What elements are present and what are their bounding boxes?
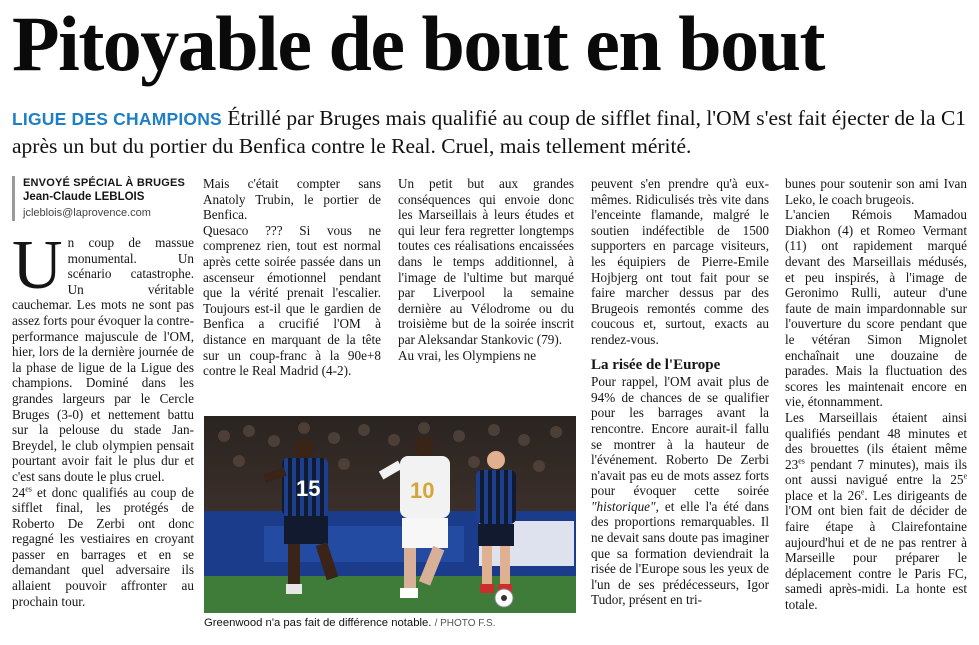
article-paragraph	[12, 485, 194, 610]
article-paragraph: peuvent s'en prendre qu'à eux-mêmes. Ridiculisés très vite dans l'enceinte flamande, malgré le soutien indéfectible de 1500 supporters en parcage visiteurs, les équipiers de Pierre-Emile Hojbjerg ont tout fait pour se faire marcher dessus par des Brugeois remontés comme des coucous et, surtout, exacts au rendez-vous.	[591, 176, 769, 347]
column-3	[398, 176, 574, 363]
crowd-background	[204, 416, 576, 511]
column-5	[785, 176, 967, 613]
article-text: pendant 7 minutes), mais ils ont aussi navigué entre la 25	[785, 456, 967, 488]
photo-caption	[204, 615, 576, 632]
headline: Pitoyable de bout en bout	[12, 0, 824, 87]
rubric: LIGUE DES CHAMPIONS	[12, 109, 222, 129]
article-paragraph	[591, 374, 769, 608]
ordinal-suffix: e	[963, 471, 967, 481]
match-photo-illustration	[204, 416, 576, 613]
match-photo	[204, 416, 576, 613]
photo-credit: / PHOTO F.S.	[434, 618, 496, 629]
column-1	[12, 176, 194, 609]
column-2	[203, 176, 381, 379]
article-paragraph	[785, 410, 967, 613]
quote-text: "historique"	[591, 498, 656, 514]
caption-text: Greenwood n'a pas fait de différence notable.	[204, 617, 432, 629]
dropcap: U	[12, 227, 63, 304]
article-text: et donc qualifiés au coup de sifflet final, les protégés de Roberto De Zerbi ont donc regagné les vestiaires en croyant passer en barrages et en se demandant quel adversaire ils allaient pouvoir affronter au prochain tour.	[12, 484, 194, 609]
article-paragraph: Un petit but aux grandes conséquences qui envoie donc les Marseillais à leurs études et qui leur fera regretter longtemps toutes ces réalisations encaissées dans le temps additionnel, à l'image de l'ultime but marqué par Liverpool la semaine dernière au Vélodrome ou du troisième but de la soirée inscrit par Aleksandar Stankovic (79).	[398, 176, 574, 347]
pitch	[204, 576, 576, 613]
article-paragraph: Quesaco ??? Si vous ne comprenez rien, tout est normal après cette soirée passée dans un ascenseur émotionnel pendant que la vérité prenait l'escalier. Toujours est-il que le gardien de Benfica a crucifié l'OM à distance en marquant de la tête sur un coup-franc à la 90e+8 contre le Real Madrid (4-2).	[203, 222, 381, 379]
article-paragraph	[12, 227, 194, 485]
shirt-number: 15	[296, 476, 321, 501]
article-text: n coup de massue monumental. Un scénario catastrophe. Un véritable cauchemar. Les mots ne sont pas assez forts pour évoquer la contre-performance majuscule de l'OM, hier, lors de la dernière journée de la phase de ligue de la Ligue des champions. Dominé dans les grandes largeurs par le Cercle Bruges (3-0) et nettement battu sur la pelouse du stade Jan-Breydel, le club olympien pensait pourtant avoir fait le plus dur et c'est sans doute le plus cruel.	[12, 235, 194, 484]
article-paragraph: bunes pour soutenir son ami Ivan Leko, le coach brugeois.	[785, 176, 967, 207]
article-text: . Les dirigeants de l'OM ont bien fait de décider de faire étape à Clairefontaine aujourd'hui et de ne pas rentrer à Marseille pour préparer le déplacement contre le Paris FC, samedi après-midi. La honte est totale.	[785, 487, 967, 613]
column-4	[591, 176, 769, 608]
ordinal-suffix: es	[25, 484, 32, 494]
ordinal-suffix: e	[860, 487, 865, 497]
article-text: , et elle l'a été dans des proportions remarquables. Il ne devait sans doute pas imaginer que sa formation deviendrait la risée de l'Europe sous les yeux de l'un de ses prédécesseurs, Igor Tudor, présent en tri-	[591, 498, 769, 608]
article-text: place et la 26	[785, 487, 861, 503]
article-paragraph: Mais c'était compter sans Anatoly Trubin, le portier de Benfica.	[203, 176, 381, 223]
shirt-number: 10	[410, 478, 435, 503]
chapo	[12, 105, 972, 160]
ordinal-suffix: es	[798, 456, 805, 466]
chapo-text: Étrillé par Bruges mais qualifié au coup de sifflet final, l'OM s'est fait éjecter de la C1 après un but du portier du Benfica contre le Real. Cruel, mais tellement mérité.	[12, 106, 967, 158]
subheading: La risée de l'Europe	[591, 356, 721, 373]
football	[495, 589, 513, 607]
byline-email: jcleblois@laprovence.com	[23, 207, 151, 219]
byline	[12, 176, 194, 221]
article-text: Les Marseillais étaient ainsi qualifiés pendant 48 minutes et des brouettes (ils étaient même 23	[785, 409, 967, 472]
article-paragraph: L'ancien Rémois Mamadou Diakhon (4) et Romeo Vermant (11) ont rapidement marqué devant des Marseillais médusés, et peu inspirés, à l'image de Geronimo Rulli, auteur d'une faute de main impardonnable sur l'ouverture du score pendant que le vétéran Simon Mignolet enchaînait une douzaine de parades. Mais la fluctuation des scores les maintenait encore en vie, étonnamment.	[785, 207, 967, 410]
article-text: Pour rappel, l'OM avait plus de 94% de chances de se qualifier pour les barrages avant la rencontre. Encore aurait-il fallu se montrer à la hauteur de l'événement. Roberto De Zerbi n'avait pas eu de mots assez forts pour évoquer cette soirée	[591, 374, 769, 499]
article-paragraph: Au vrai, les Olympiens ne	[398, 347, 537, 363]
byline-author: Jean-Claude LEBLOIS	[23, 191, 145, 203]
byline-label: ENVOYÉ SPÉCIAL À BRUGES	[23, 177, 186, 189]
article-text: 24	[12, 484, 26, 500]
